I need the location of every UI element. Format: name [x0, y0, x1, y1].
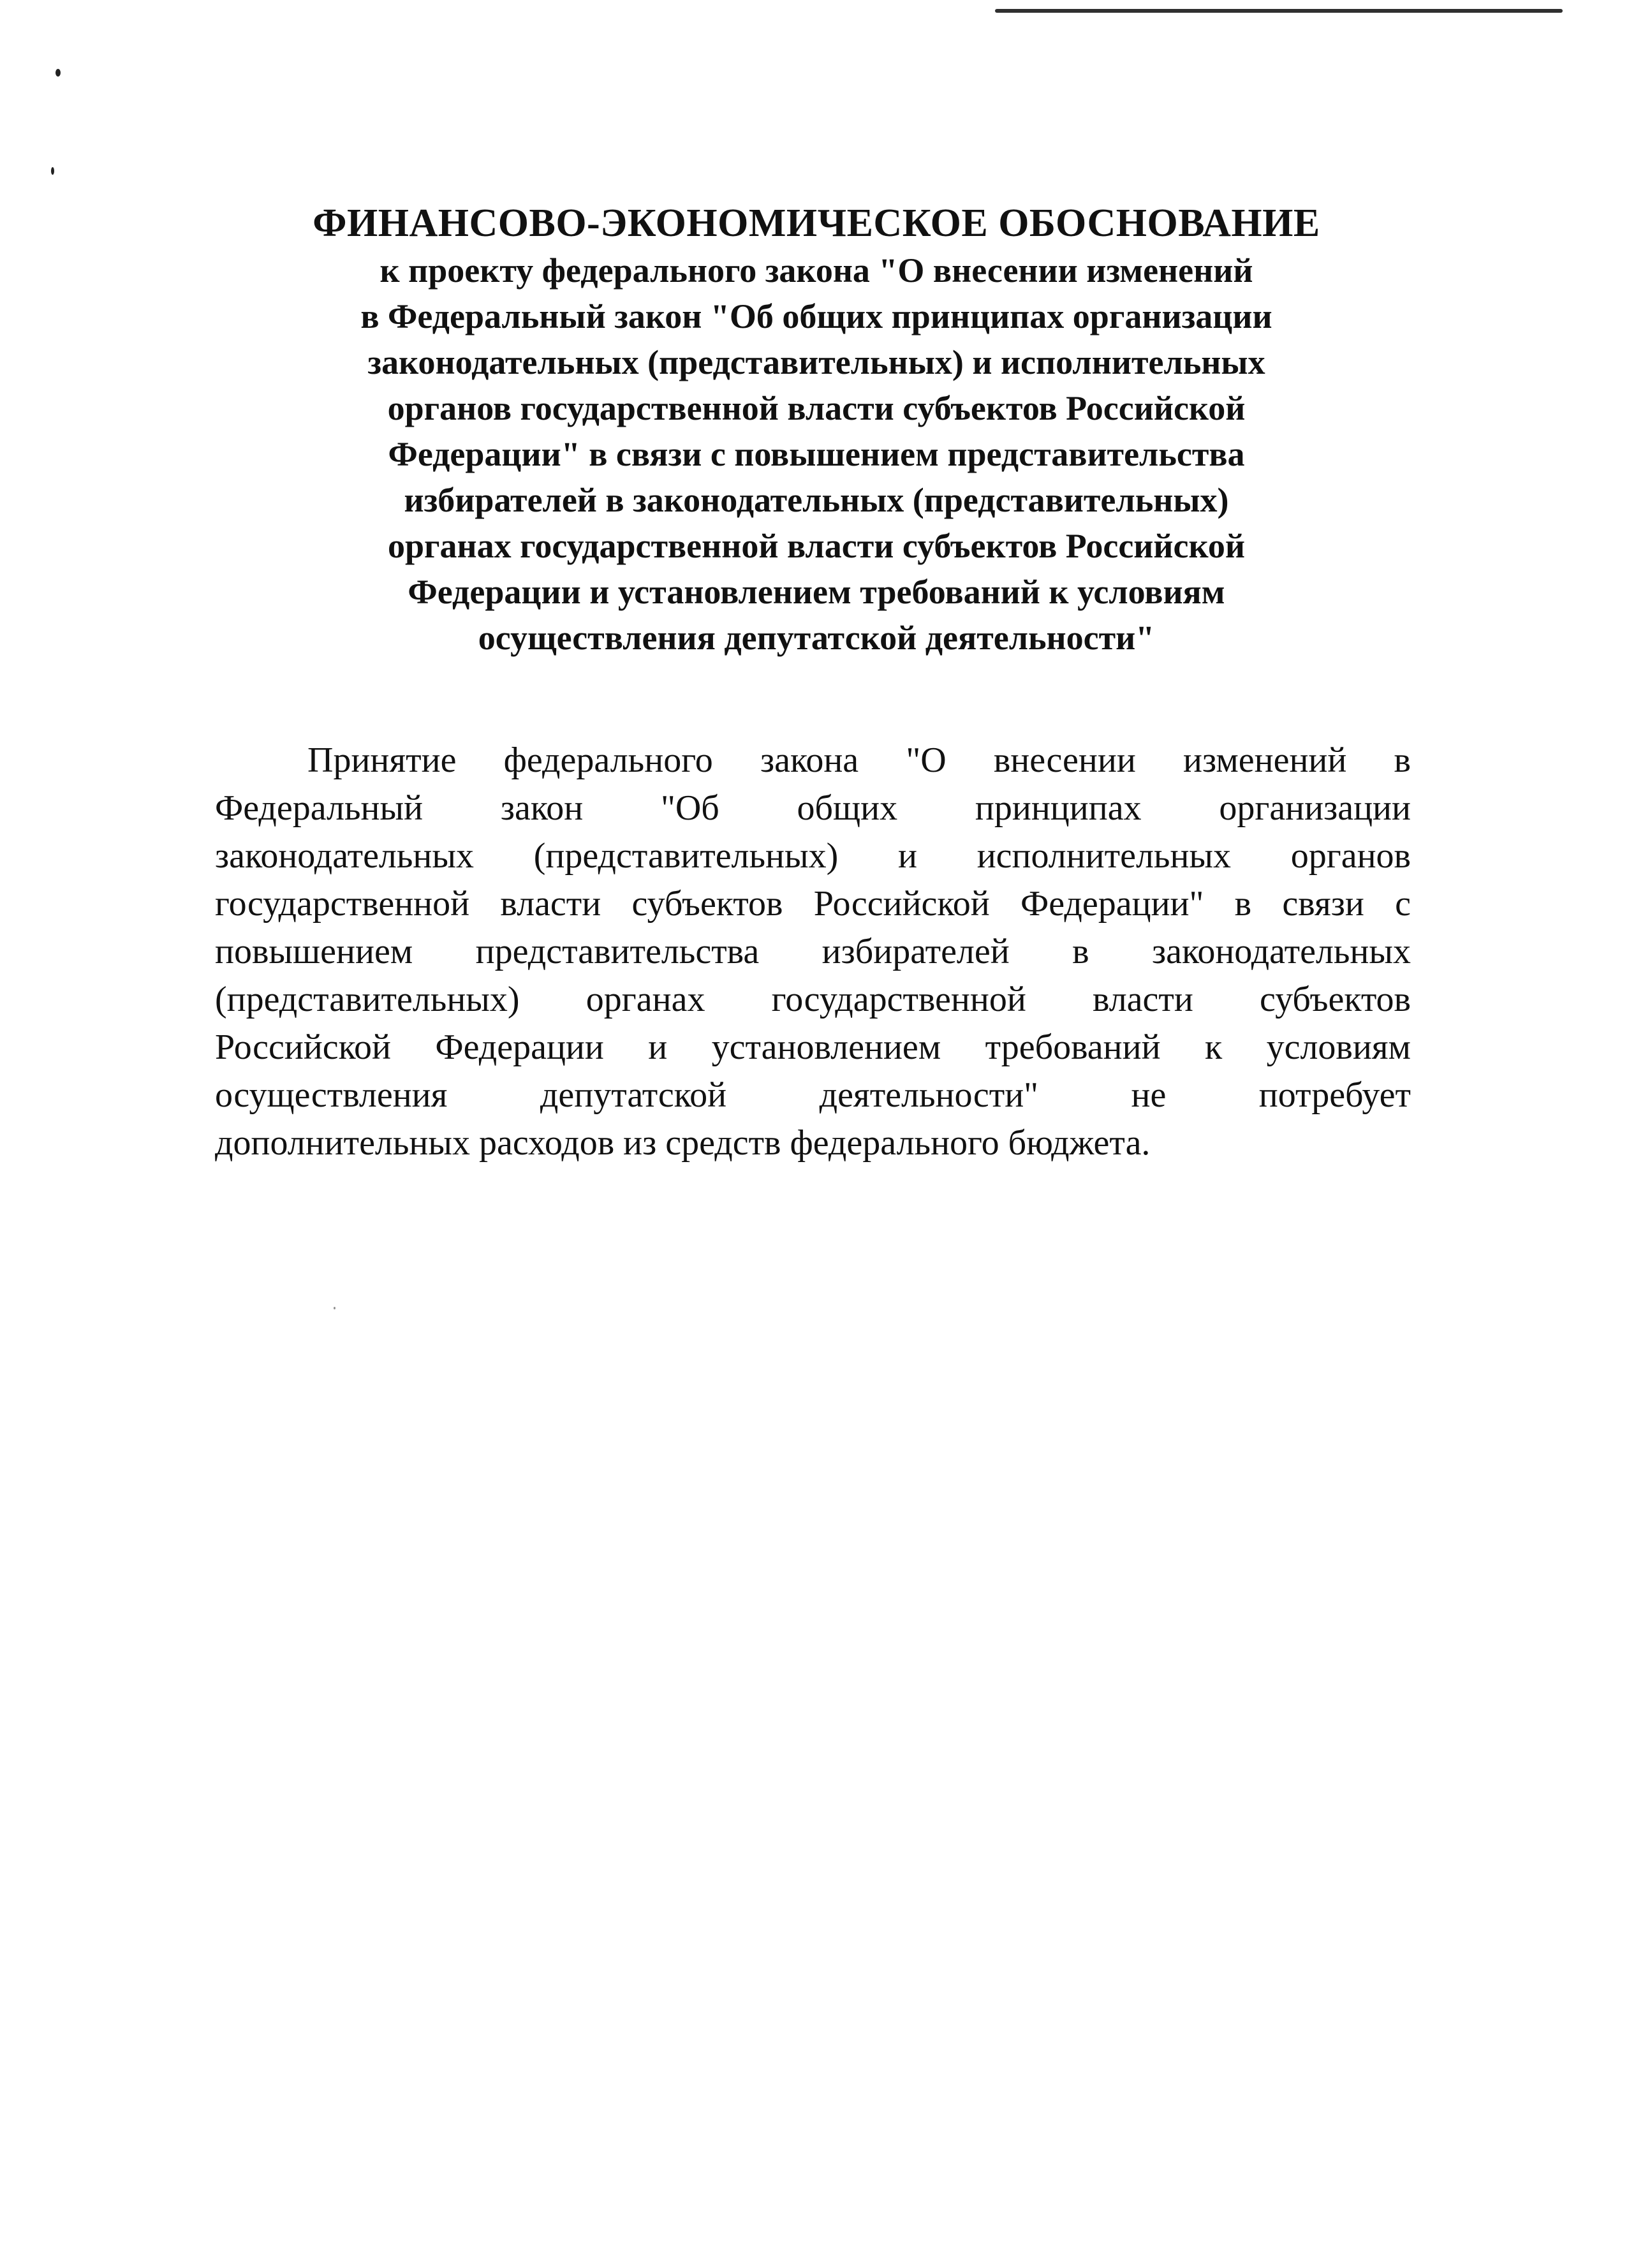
subtitle-line: избирателей в законодательных (представительных) — [404, 481, 1229, 519]
subtitle-line: законодательных (представительных) и исполнительных — [367, 343, 1265, 381]
body-line: государственной власти субъектов Российской Федерации" в связи с — [215, 884, 1411, 924]
scan-edge-line — [995, 9, 1563, 13]
body-line: законодательных (представительных) и исполнительных органов — [215, 836, 1411, 876]
scan-speck — [51, 167, 54, 175]
body-line: Российской Федерации и установлением требований к условиям — [215, 1027, 1411, 1067]
body-line: дополнительных расходов из средств федерального бюджета. — [215, 1123, 1151, 1163]
document-title: ФИНАНСОВО-ЭКОНОМИЧЕСКОЕ ОБОСНОВАНИЕ — [313, 202, 1320, 245]
body-line: (представительных) органах государственной власти субъектов — [215, 980, 1411, 1019]
scan-speck — [334, 1307, 335, 1309]
subtitle-line: к проекту федерального закона "О внесении изменений — [380, 251, 1253, 290]
document-heading — [210, 199, 1422, 661]
subtitle-line: Федерации и установлением требований к условиям — [408, 573, 1225, 611]
subtitle-line: органах государственной власти субъектов Российской — [387, 527, 1246, 565]
subtitle-line: осуществления депутатской деятельности" — [478, 619, 1155, 657]
scan-speck — [55, 69, 61, 77]
body-line: осуществления депутатской деятельности" не потребует — [215, 1075, 1411, 1115]
body-line: Федеральный закон "Об общих принципах организации — [215, 788, 1411, 828]
subtitle-line: в Федеральный закон "Об общих принципах организации — [360, 297, 1272, 335]
subtitle-line: органов государственной власти субъектов Российской — [387, 389, 1246, 427]
body-line: Принятие федерального закона "О внесении изменений в — [307, 740, 1411, 780]
body-paragraph — [215, 737, 1411, 1167]
body-line: повышением представительства избирателей в законодательных — [215, 932, 1411, 971]
subtitle-line: Федерации" в связи с повышением представительства — [388, 435, 1245, 473]
